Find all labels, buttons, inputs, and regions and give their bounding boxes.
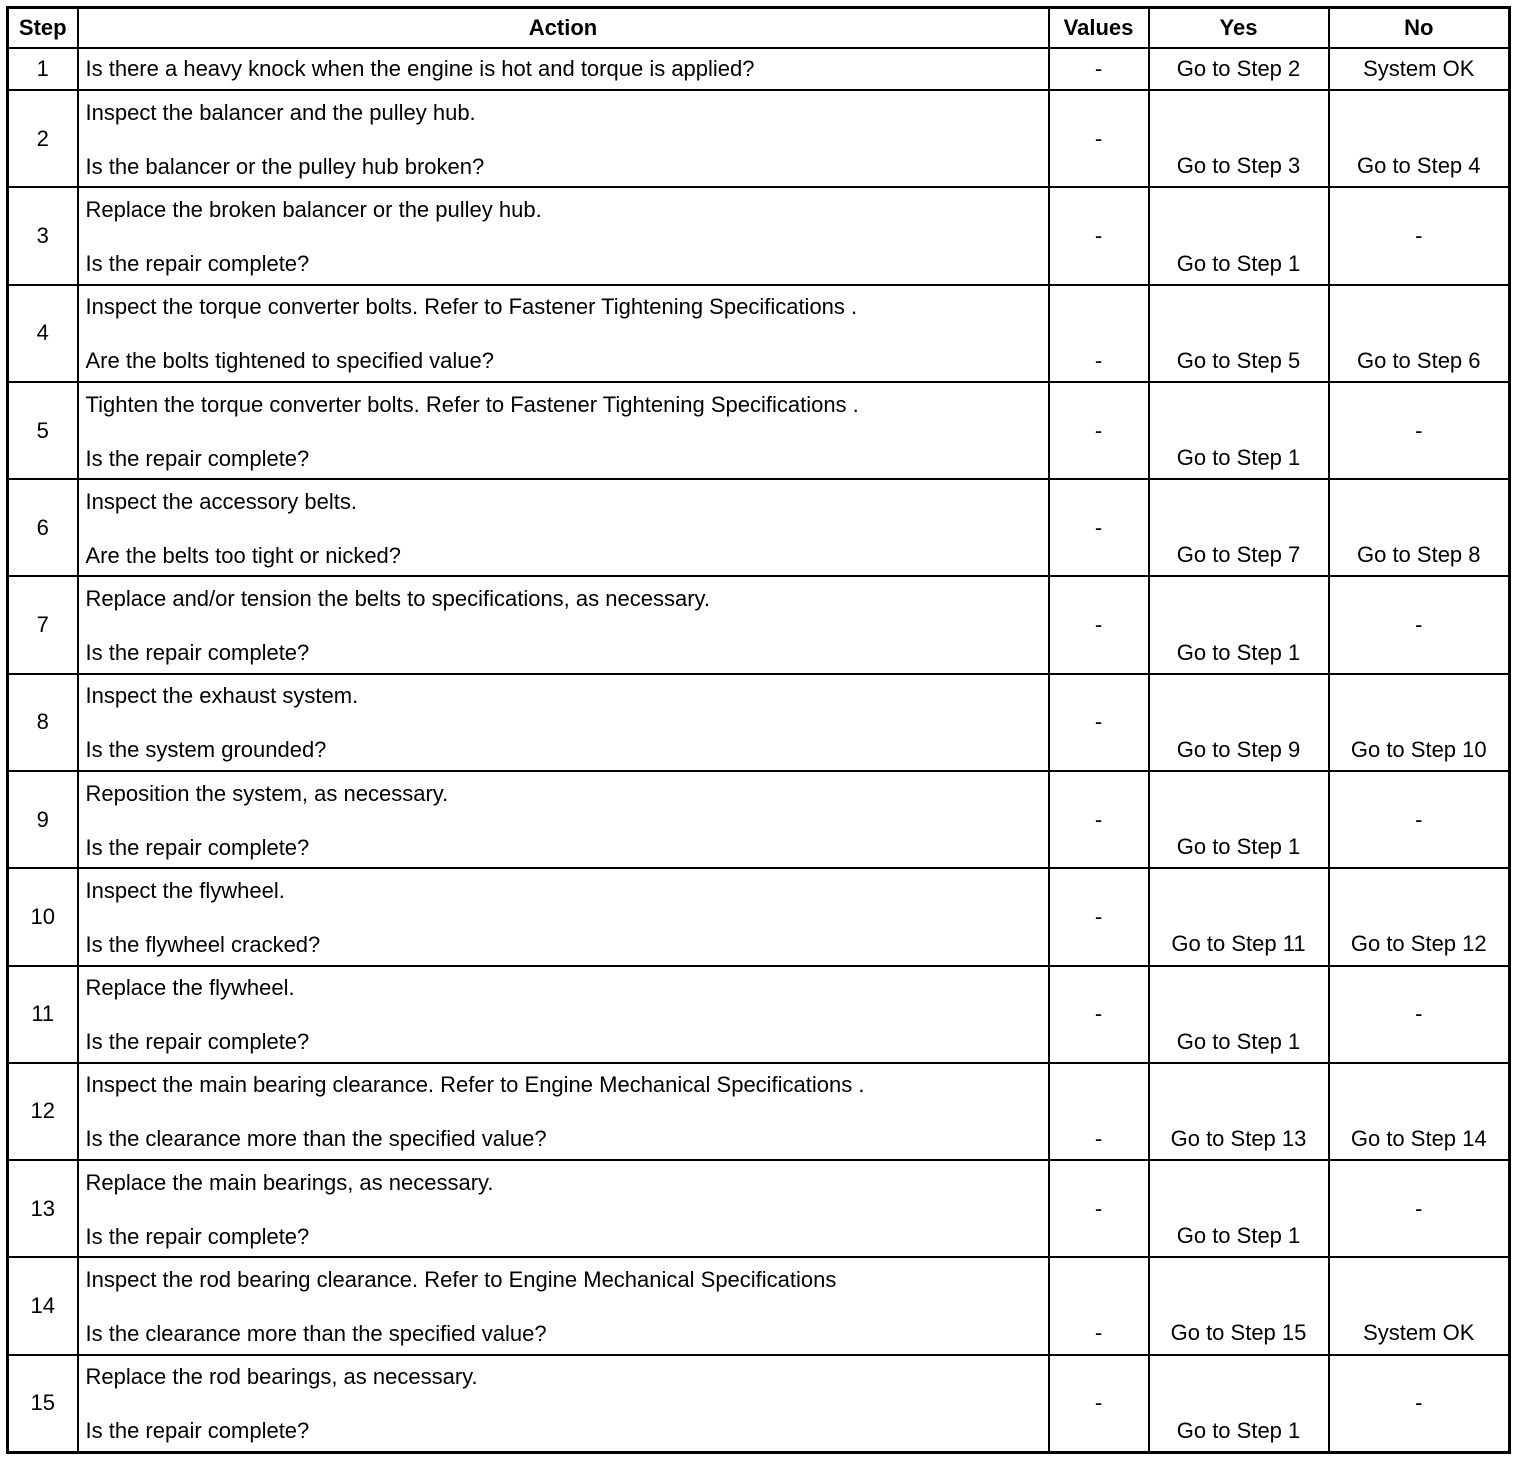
yes-link: Go to Step 1	[1176, 1417, 1301, 1443]
yes-link: Go to Step 1	[1176, 834, 1301, 860]
values-cell	[1049, 868, 1149, 965]
action-cell	[78, 382, 1049, 479]
no-cell	[1329, 1063, 1510, 1160]
no-link: Go to Step 8	[1356, 542, 1481, 568]
yes-link: Go to Step 9	[1176, 736, 1301, 762]
values-cell	[1049, 187, 1149, 284]
action-cell	[78, 187, 1049, 284]
step-number: 13	[8, 1160, 78, 1257]
step-number: 10	[8, 868, 78, 965]
yes-link: Go to Step 7	[1176, 542, 1301, 568]
no-link: -	[1415, 1001, 1423, 1027]
table-body	[8, 48, 1510, 1453]
values-cell	[1049, 1160, 1149, 1257]
yes-cell	[1149, 966, 1329, 1063]
yes-link: Go to Step 15	[1170, 1320, 1307, 1346]
action-question: Is the repair complete?	[85, 1029, 310, 1055]
header-step: Step	[8, 8, 78, 49]
table-row	[8, 48, 1510, 90]
yes-link: Go to Step 2	[1176, 56, 1301, 82]
yes-cell	[1149, 479, 1329, 576]
no-cell	[1329, 382, 1510, 479]
action-instruction: Inspect the rod bearing clearance. Refer to Engine Mechanical Specifications	[85, 1266, 837, 1292]
no-link: Go to Step 12	[1350, 931, 1487, 957]
action-instruction: Replace the flywheel.	[85, 975, 295, 1001]
no-link: -	[1415, 417, 1423, 443]
values-text: -	[1094, 903, 1103, 929]
table-row	[8, 1063, 1510, 1160]
values-cell	[1049, 48, 1149, 90]
table-row	[8, 285, 1510, 382]
action-question: Is the repair complete?	[85, 1418, 310, 1444]
values-text: -	[1094, 1125, 1103, 1151]
values-cell	[1049, 674, 1149, 771]
action-question: Is the clearance more than the specified value?	[85, 1320, 547, 1346]
no-link: -	[1415, 223, 1423, 248]
table-row	[8, 966, 1510, 1063]
yes-cell	[1149, 868, 1329, 965]
action-cell	[78, 1257, 1049, 1354]
action-question: Is the repair complete?	[85, 1223, 310, 1249]
action-question: Is the clearance more than the specified value?	[85, 1126, 547, 1152]
no-cell	[1329, 1160, 1510, 1257]
table-row	[8, 1257, 1510, 1354]
action-cell	[78, 48, 1049, 90]
values-text: -	[1094, 1390, 1103, 1416]
no-link: Go to Step 14	[1350, 1125, 1487, 1151]
yes-cell	[1149, 1160, 1329, 1257]
action-instruction: Replace the main bearings, as necessary.	[85, 1169, 494, 1195]
step-number: 2	[8, 90, 78, 187]
step-number: 12	[8, 1063, 78, 1160]
yes-cell	[1149, 187, 1329, 284]
no-cell	[1329, 771, 1510, 868]
action-instruction: Replace and/or tension the belts to specifications, as necessary.	[85, 586, 710, 612]
values-text: -	[1094, 709, 1103, 735]
step-number: 6	[8, 479, 78, 576]
yes-cell	[1149, 1355, 1329, 1453]
table-row	[8, 868, 1510, 965]
action-question: Is the repair complete?	[85, 640, 310, 666]
action-instruction: Inspect the flywheel.	[85, 877, 285, 903]
action-question: Is the repair complete?	[85, 445, 310, 471]
table-row	[8, 479, 1510, 576]
yes-link: Go to Step 1	[1176, 1028, 1301, 1054]
table-row	[8, 90, 1510, 187]
no-cell	[1329, 90, 1510, 187]
values-cell	[1049, 966, 1149, 1063]
action-cell	[78, 576, 1049, 673]
header-no: No	[1329, 8, 1510, 49]
no-link: System OK	[1363, 1320, 1475, 1346]
no-cell	[1329, 1257, 1510, 1354]
no-cell	[1329, 1355, 1510, 1453]
action-cell	[78, 966, 1049, 1063]
step-number: 3	[8, 187, 78, 284]
step-number: 14	[8, 1257, 78, 1354]
action-cell	[78, 90, 1049, 187]
action-question: Is the system grounded?	[85, 737, 327, 763]
no-cell	[1329, 48, 1510, 90]
action-question: Is the balancer or the pulley hub broken?	[85, 153, 485, 179]
yes-cell	[1149, 90, 1329, 187]
yes-cell	[1149, 1257, 1329, 1354]
yes-cell	[1149, 674, 1329, 771]
no-cell	[1329, 479, 1510, 576]
values-cell	[1049, 285, 1149, 382]
values-text: -	[1094, 347, 1103, 373]
action-question: Is the flywheel cracked?	[85, 931, 321, 957]
values-cell	[1049, 1355, 1149, 1453]
values-cell	[1049, 479, 1149, 576]
action-question: Is there a heavy knock when the engine is hot and torque is applied?	[85, 56, 755, 82]
values-text: -	[1094, 56, 1103, 82]
action-cell	[78, 674, 1049, 771]
no-cell	[1329, 576, 1510, 673]
header-action: Action	[78, 8, 1049, 49]
yes-cell	[1149, 48, 1329, 90]
action-instruction: Inspect the torque converter bolts. Refer to Fastener Tightening Specifications .	[85, 294, 858, 320]
table-row	[8, 382, 1510, 479]
action-question: Are the bolts tightened to specified value?	[85, 348, 494, 374]
yes-link: Go to Step 13	[1170, 1125, 1307, 1151]
no-link: -	[1415, 1390, 1423, 1416]
no-link: Go to Step 10	[1350, 736, 1487, 762]
values-text: -	[1094, 514, 1103, 540]
no-link: Go to Step 6	[1356, 347, 1481, 373]
step-number: 4	[8, 285, 78, 382]
step-number: 15	[8, 1355, 78, 1453]
yes-cell	[1149, 771, 1329, 868]
yes-link: Go to Step 1	[1176, 445, 1301, 471]
values-cell	[1049, 1063, 1149, 1160]
action-instruction: Replace the rod bearings, as necessary.	[85, 1364, 478, 1390]
header-row	[8, 8, 1510, 49]
table-row	[8, 1355, 1510, 1453]
action-instruction: Inspect the main bearing clearance. Refer to Engine Mechanical Specifications .	[85, 1072, 865, 1098]
no-cell	[1329, 674, 1510, 771]
yes-link: Go to Step 3	[1176, 153, 1301, 179]
no-link: -	[1415, 1195, 1423, 1221]
action-instruction: Reposition the system, as necessary.	[85, 780, 449, 806]
values-cell	[1049, 576, 1149, 673]
table-row	[8, 771, 1510, 868]
values-text: -	[1094, 806, 1103, 832]
action-cell	[78, 771, 1049, 868]
no-link: -	[1415, 612, 1423, 638]
action-question: Are the belts too tight or nicked?	[85, 542, 402, 568]
action-instruction: Inspect the accessory belts.	[85, 488, 357, 514]
values-cell	[1049, 90, 1149, 187]
no-cell	[1329, 868, 1510, 965]
values-text: -	[1094, 612, 1103, 638]
no-link: System OK	[1363, 56, 1475, 82]
action-cell	[78, 1063, 1049, 1160]
values-text: -	[1094, 1001, 1103, 1027]
diagnostic-table	[6, 6, 1511, 1454]
no-link: Go to Step 4	[1356, 153, 1481, 179]
no-cell	[1329, 285, 1510, 382]
step-number: 7	[8, 576, 78, 673]
action-cell	[78, 285, 1049, 382]
yes-cell	[1149, 1063, 1329, 1160]
action-cell	[78, 1355, 1049, 1453]
values-text: -	[1094, 223, 1103, 248]
action-question: Is the repair complete?	[85, 251, 310, 276]
step-number: 8	[8, 674, 78, 771]
table-row	[8, 674, 1510, 771]
step-number: 5	[8, 382, 78, 479]
action-instruction: Inspect the balancer and the pulley hub.	[85, 99, 476, 125]
header-yes: Yes	[1149, 8, 1329, 49]
action-question: Is the repair complete?	[85, 834, 310, 860]
no-cell	[1329, 966, 1510, 1063]
values-text: -	[1094, 1320, 1103, 1346]
step-number: 11	[8, 966, 78, 1063]
values-text: -	[1094, 417, 1103, 443]
yes-link: Go to Step 5	[1176, 347, 1301, 373]
table-row	[8, 1160, 1510, 1257]
values-cell	[1049, 1257, 1149, 1354]
yes-cell	[1149, 285, 1329, 382]
table-row	[8, 187, 1510, 284]
yes-link: Go to Step 1	[1176, 250, 1301, 276]
values-text: -	[1094, 1195, 1103, 1221]
no-link: -	[1415, 806, 1423, 832]
yes-cell	[1149, 382, 1329, 479]
values-cell	[1049, 382, 1149, 479]
action-instruction: Inspect the exhaust system.	[85, 683, 359, 709]
action-instruction: Tighten the torque converter bolts. Refer to Fastener Tightening Specifications .	[85, 391, 859, 417]
table-row	[8, 576, 1510, 673]
action-cell	[78, 479, 1049, 576]
yes-link: Go to Step 11	[1171, 931, 1306, 957]
yes-cell	[1149, 576, 1329, 673]
step-number: 1	[8, 48, 78, 90]
yes-link: Go to Step 1	[1176, 1223, 1301, 1249]
values-cell	[1049, 771, 1149, 868]
no-cell	[1329, 187, 1510, 284]
step-number: 9	[8, 771, 78, 868]
action-instruction: Replace the broken balancer or the pulley hub.	[85, 197, 542, 222]
header-values: Values	[1049, 8, 1149, 49]
table-header	[8, 8, 1510, 49]
action-cell	[78, 868, 1049, 965]
values-text: -	[1094, 125, 1103, 151]
yes-link: Go to Step 1	[1176, 639, 1301, 665]
action-cell	[78, 1160, 1049, 1257]
